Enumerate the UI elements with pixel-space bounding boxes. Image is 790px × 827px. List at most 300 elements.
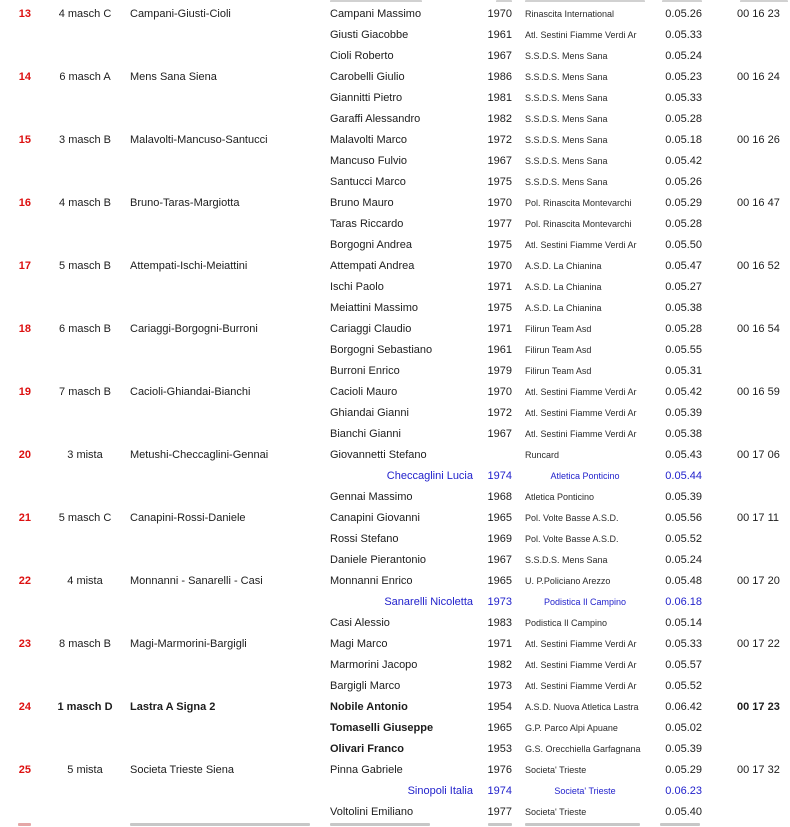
club-cell: Atl. Sestini Fiamme Verdi Ar (525, 30, 637, 40)
total-time-cell (714, 529, 790, 550)
text-remnant (130, 823, 310, 826)
total-time-cell (714, 403, 790, 424)
birth-year-cell: 1977 (487, 806, 512, 818)
leg-time-cell: 0.05.38 (665, 302, 702, 314)
team-name-cell: Canapini-Rossi-Daniele (130, 512, 246, 524)
team-name-cell (130, 613, 330, 634)
team-lead-row (0, 193, 790, 214)
club-cell: S.S.D.S. Mens Sana (525, 555, 608, 565)
text-remnant (662, 0, 702, 2)
team-name-cell (130, 235, 330, 256)
total-time-cell (714, 46, 790, 67)
total-time-cell (714, 172, 790, 193)
total-time-cell: 00 16 23 (737, 8, 780, 20)
club-cell: S.S.D.S. Mens Sana (525, 93, 608, 103)
club-cell: Podistica Il Campino (543, 597, 627, 607)
runner-row (0, 739, 790, 760)
leg-time-cell: 0.05.33 (665, 92, 702, 104)
runner-row (0, 277, 790, 298)
leg-time-cell: 0.05.55 (665, 344, 702, 356)
runner-row (0, 655, 790, 676)
leg-time-cell: 0.06.42 (665, 701, 702, 713)
birth-year-cell: 1967 (487, 155, 512, 167)
total-time-cell (714, 550, 790, 571)
club-cell: Podistica Il Campino (525, 618, 608, 628)
team-name-cell (130, 214, 330, 235)
rank-cell: 14 (18, 71, 31, 83)
total-time-cell (714, 655, 790, 676)
birth-year-cell: 1968 (487, 491, 512, 503)
runner-row (0, 46, 790, 67)
birth-year-cell: 1969 (487, 533, 512, 545)
leg-time-cell: 0.05.33 (665, 638, 702, 650)
rank-cell: 23 (18, 638, 31, 650)
category-cell: 8 masch B (59, 638, 111, 650)
category-cell: 7 masch B (59, 386, 111, 398)
birth-year-cell: 1965 (487, 722, 512, 734)
leg-time-cell: 0.05.40 (665, 806, 702, 818)
total-time-cell: 00 17 32 (737, 764, 780, 776)
birth-year-cell: 1970 (487, 8, 512, 20)
leg-time-cell: 0.05.14 (665, 617, 702, 629)
text-remnant (740, 0, 788, 2)
rank-cell: 20 (18, 449, 31, 461)
category-cell (40, 718, 130, 739)
club-cell: S.S.D.S. Mens Sana (525, 72, 608, 82)
rank-cell (0, 718, 40, 739)
total-time-cell (714, 781, 790, 802)
birth-year-cell: 1981 (487, 92, 512, 104)
total-time-cell: 00 17 23 (737, 701, 780, 713)
leg-time-cell: 0.05.31 (665, 365, 702, 377)
runner-name-cell: Checcaglini Lucia (386, 470, 473, 482)
leg-time-cell: 0.05.24 (665, 50, 702, 62)
club-cell: S.S.D.S. Mens Sana (525, 156, 608, 166)
birth-year-cell: 1975 (487, 239, 512, 251)
category-cell (40, 592, 130, 613)
runner-row (0, 109, 790, 130)
rank-cell (0, 781, 40, 802)
team-name-cell (130, 550, 330, 571)
team-name-cell: Malavolti-Mancuso-Santucci (130, 134, 268, 146)
rank-cell (0, 529, 40, 550)
leg-time-cell: 0.05.02 (665, 722, 702, 734)
category-cell: 6 masch B (59, 323, 111, 335)
category-cell (40, 424, 130, 445)
runner-row (0, 88, 790, 109)
leg-time-cell: 0.05.29 (665, 197, 702, 209)
category-cell: 6 masch A (59, 71, 111, 83)
birth-year-cell: 1975 (487, 176, 512, 188)
birth-year-cell: 1983 (487, 617, 512, 629)
birth-year-cell: 1970 (487, 386, 512, 398)
team-name-cell (130, 340, 330, 361)
rank-cell (0, 361, 40, 382)
team-name-cell (130, 655, 330, 676)
team-name-cell (130, 172, 330, 193)
rank-cell: 13 (18, 8, 31, 20)
club-cell: Atl. Sestini Fiamme Verdi Ar (525, 240, 637, 250)
rank-cell: 25 (18, 764, 31, 776)
category-cell: 1 masch D (57, 701, 113, 713)
rank-cell: 19 (18, 386, 31, 398)
birth-year-cell: 1965 (487, 575, 512, 587)
birth-year-cell: 1972 (487, 407, 512, 419)
total-time-cell (714, 466, 790, 487)
total-time-cell: 00 17 22 (737, 638, 780, 650)
leg-time-cell: 0.05.23 (665, 71, 702, 83)
team-name-cell: Mens Sana Siena (130, 71, 217, 83)
birth-year-cell: 1971 (487, 281, 512, 293)
category-cell (40, 214, 130, 235)
runner-name-cell: Burroni Enrico (330, 365, 400, 377)
rank-cell (0, 88, 40, 109)
club-cell: Pol. Volte Basse A.S.D. (525, 534, 619, 544)
runner-name-cell: Sinopoli Italia (407, 785, 473, 797)
runner-name-cell: Giannitti Pietro (330, 92, 403, 104)
team-name-cell (130, 361, 330, 382)
team-name-cell (130, 109, 330, 130)
text-remnant (525, 0, 645, 2)
club-cell: A.S.D. La Chianina (525, 303, 602, 313)
category-cell (40, 466, 130, 487)
category-cell (40, 46, 130, 67)
birth-year-cell: 1961 (487, 29, 512, 41)
runner-name-cell: Campani Massimo (330, 8, 422, 20)
category-cell (40, 655, 130, 676)
rank-cell (0, 403, 40, 424)
runner-name-cell: Garaffi Alessandro (330, 113, 421, 125)
team-name-cell (130, 277, 330, 298)
category-cell: 4 mista (67, 575, 103, 587)
rank-cell: 24 (18, 701, 31, 713)
total-time-cell (714, 424, 790, 445)
club-cell: S.S.D.S. Mens Sana (525, 114, 608, 124)
team-name-cell: Monnanni - Sanarelli - Casi (130, 575, 263, 587)
leg-time-cell: 0.05.26 (665, 8, 702, 20)
leg-time-cell: 0.06.23 (665, 785, 702, 797)
category-cell (40, 151, 130, 172)
total-time-cell: 00 16 52 (737, 260, 780, 272)
runner-name-cell: Borgogni Sebastiano (330, 344, 433, 356)
leg-time-cell: 0.05.42 (665, 386, 702, 398)
category-cell (40, 802, 130, 823)
runner-row (0, 529, 790, 550)
category-cell: 3 masch B (59, 134, 111, 146)
total-time-cell (714, 613, 790, 634)
rank-cell (0, 466, 40, 487)
leg-time-cell: 0.05.39 (665, 743, 702, 755)
total-time-cell (714, 298, 790, 319)
category-cell: 4 masch C (58, 8, 112, 20)
leg-time-cell: 0.05.44 (665, 470, 702, 482)
runner-name-cell: Gennai Massimo (330, 491, 413, 503)
total-time-cell (714, 340, 790, 361)
total-time-cell (714, 151, 790, 172)
runner-name-cell: Malavolti Marco (330, 134, 408, 146)
runner-name-cell: Ghiandai Gianni (330, 407, 409, 419)
runner-name-cell: Mancuso Fulvio (330, 155, 408, 167)
birth-year-cell (478, 445, 515, 466)
club-cell: Pol. Volte Basse A.S.D. (525, 513, 619, 523)
team-lead-row (0, 445, 790, 466)
leg-time-cell: 0.05.43 (665, 449, 702, 461)
category-cell (40, 529, 130, 550)
runner-name-cell: Attempati Andrea (330, 260, 415, 272)
birth-year-cell: 1973 (487, 596, 512, 608)
total-time-cell (714, 25, 790, 46)
team-name-cell (130, 466, 330, 487)
birth-year-cell: 1979 (487, 365, 512, 377)
runner-row (0, 361, 790, 382)
team-name-cell: Metushi-Checcaglini-Gennai (130, 449, 269, 461)
club-cell: Atl. Sestini Fiamme Verdi Ar (525, 408, 637, 418)
runner-name-cell: Carobelli Giulio (330, 71, 405, 83)
team-lead-row (0, 256, 790, 277)
category-cell (40, 487, 130, 508)
club-cell: Societa' Trieste (525, 807, 587, 817)
runner-name-cell: Casi Alessio (330, 617, 390, 629)
leg-time-cell: 0.05.50 (665, 239, 702, 251)
runner-name-cell: Ischi Paolo (330, 281, 384, 293)
total-time-cell (714, 235, 790, 256)
club-cell: Runcard (525, 450, 560, 460)
total-time-cell: 00 17 06 (737, 449, 780, 461)
runner-row (0, 235, 790, 256)
rank-cell (0, 550, 40, 571)
runner-row (0, 550, 790, 571)
leg-time-cell: 0.05.52 (665, 533, 702, 545)
rank-cell (0, 613, 40, 634)
runner-name-cell: Daniele Pierantonio (330, 554, 427, 566)
runner-row (0, 25, 790, 46)
category-cell (40, 403, 130, 424)
rank-cell (0, 487, 40, 508)
total-time-cell (714, 109, 790, 130)
team-lead-row (0, 508, 790, 529)
total-time-cell: 00 17 11 (737, 512, 780, 524)
team-lead-row (0, 571, 790, 592)
total-time-cell: 00 16 59 (737, 386, 780, 398)
runner-name-cell: Borgogni Andrea (330, 239, 412, 251)
text-remnant (330, 823, 430, 826)
category-cell (40, 361, 130, 382)
leg-time-cell: 0.05.18 (665, 134, 702, 146)
birth-year-cell: 1971 (487, 323, 512, 335)
total-time-cell: 00 16 54 (737, 323, 780, 335)
runner-name-cell: Rossi Stefano (330, 533, 399, 545)
rank-cell: 17 (18, 260, 31, 272)
club-cell: G.P. Parco Alpi Apuane (525, 723, 618, 733)
runner-name-cell: Sanarelli Nicoletta (384, 596, 473, 608)
team-name-cell (130, 298, 330, 319)
total-time-cell (714, 802, 790, 823)
leg-time-cell: 0.05.27 (665, 281, 702, 293)
total-time-cell (714, 739, 790, 760)
rank-cell (0, 802, 40, 823)
birth-year-cell: 1986 (487, 71, 512, 83)
club-cell: A.S.D. La Chianina (525, 282, 602, 292)
clipped-previous-row (0, 0, 790, 2)
runner-name-cell: Taras Riccardo (330, 218, 404, 230)
rank-cell: 22 (18, 575, 31, 587)
category-cell (40, 88, 130, 109)
birth-year-cell: 1977 (487, 218, 512, 230)
team-name-cell (130, 802, 330, 823)
birth-year-cell: 1973 (487, 680, 512, 692)
rank-cell (0, 46, 40, 67)
category-cell (40, 25, 130, 46)
club-cell: Filirun Team Asd (525, 366, 592, 376)
text-remnant (660, 823, 700, 826)
runner-name-cell: Voltolini Emiliano (330, 806, 414, 818)
total-time-cell (714, 718, 790, 739)
category-cell (40, 298, 130, 319)
total-time-cell: 00 17 20 (737, 575, 780, 587)
runner-row (0, 298, 790, 319)
runner-name-cell: Giusti Giacobbe (330, 29, 409, 41)
rank-cell (0, 655, 40, 676)
team-name-cell: Campani-Giusti-Cioli (130, 8, 231, 20)
club-cell: U. P.Policiano Arezzo (525, 576, 611, 586)
team-name-cell (130, 592, 330, 613)
runner-name-cell: Bruno Mauro (330, 197, 394, 209)
club-cell: S.S.D.S. Mens Sana (525, 177, 608, 187)
total-time-cell (714, 88, 790, 109)
runner-name-cell: Cioli Roberto (330, 50, 394, 62)
runner-row (0, 613, 790, 634)
club-cell: Atletica Ponticino (550, 471, 620, 481)
leg-time-cell: 0.05.38 (665, 428, 702, 440)
team-lead-row (0, 130, 790, 151)
leg-time-cell: 0.05.42 (665, 155, 702, 167)
category-cell (40, 235, 130, 256)
leg-time-cell: 0.05.39 (665, 491, 702, 503)
leg-time-cell: 0.05.28 (665, 113, 702, 125)
leg-time-cell: 0.05.47 (665, 260, 702, 272)
club-cell: A.S.D. Nuova Atletica Lastra (525, 702, 639, 712)
runner-row (0, 340, 790, 361)
leg-time-cell: 0.05.48 (665, 575, 702, 587)
category-cell: 3 mista (67, 449, 103, 461)
runner-name-cell: Nobile Antonio (330, 701, 408, 713)
runner-name-cell: Tomaselli Giuseppe (330, 722, 434, 734)
runner-row (0, 466, 790, 487)
rank-cell (0, 25, 40, 46)
text-remnant (525, 823, 640, 826)
runner-name-cell: Meiattini Massimo (330, 302, 419, 314)
club-cell: Societa' Trieste (554, 786, 616, 796)
rank-cell (0, 151, 40, 172)
rank-cell: 21 (18, 512, 31, 524)
birth-year-cell: 1972 (487, 134, 512, 146)
category-cell (40, 676, 130, 697)
team-name-cell (130, 529, 330, 550)
leg-time-cell: 0.05.39 (665, 407, 702, 419)
team-lead-row (0, 697, 790, 718)
total-time-cell (714, 592, 790, 613)
runner-row (0, 802, 790, 823)
club-cell: Pol. Rinascita Montevarchi (525, 219, 632, 229)
rank-cell (0, 109, 40, 130)
total-time-cell: 00 16 47 (737, 197, 780, 209)
club-cell: Atl. Sestini Fiamme Verdi Ar (525, 387, 637, 397)
birth-year-cell: 1967 (487, 50, 512, 62)
birth-year-cell: 1967 (487, 554, 512, 566)
birth-year-cell: 1970 (487, 197, 512, 209)
runner-name-cell: Pinna Gabriele (330, 764, 403, 776)
team-lead-row (0, 760, 790, 781)
team-name-cell: Lastra A Signa 2 (130, 701, 216, 713)
category-cell (40, 739, 130, 760)
club-cell: Atl. Sestini Fiamme Verdi Ar (525, 660, 637, 670)
club-cell: G.S. Orecchiella Garfagnana (525, 744, 641, 754)
team-name-cell: Cacioli-Ghiandai-Bianchi (130, 386, 251, 398)
text-remnant (18, 823, 31, 826)
rank-cell: 16 (18, 197, 31, 209)
team-lead-row (0, 382, 790, 403)
birth-year-cell: 1961 (487, 344, 512, 356)
birth-year-cell: 1976 (487, 764, 512, 776)
birth-year-cell: 1965 (487, 512, 512, 524)
runner-row (0, 424, 790, 445)
club-cell: Atl. Sestini Fiamme Verdi Ar (525, 429, 637, 439)
team-name-cell (130, 151, 330, 172)
team-name-cell: Attempati-Ischi-Meiattini (130, 260, 248, 272)
leg-time-cell: 0.05.52 (665, 680, 702, 692)
category-cell (40, 550, 130, 571)
runner-row (0, 151, 790, 172)
category-cell (40, 109, 130, 130)
results-table (0, 4, 790, 823)
total-time-cell (714, 487, 790, 508)
category-cell: 5 mista (67, 764, 103, 776)
club-cell: Societa' Trieste (525, 765, 587, 775)
team-name-cell (130, 718, 330, 739)
rank-cell (0, 298, 40, 319)
leg-time-cell: 0.05.24 (665, 554, 702, 566)
category-cell: 4 masch B (59, 197, 111, 209)
leg-time-cell: 0.06.18 (665, 596, 702, 608)
rank-cell (0, 592, 40, 613)
clipped-next-row (0, 823, 790, 827)
total-time-cell: 00 16 24 (737, 71, 780, 83)
rank-cell: 15 (18, 134, 31, 146)
team-name-cell (130, 88, 330, 109)
category-cell (40, 340, 130, 361)
birth-year-cell: 1953 (487, 743, 512, 755)
leg-time-cell: 0.05.56 (665, 512, 702, 524)
team-lead-row (0, 634, 790, 655)
runner-row (0, 592, 790, 613)
runner-name-cell: Cariaggi Claudio (330, 323, 412, 335)
runner-name-cell: Magi Marco (330, 638, 388, 650)
rank-cell: 18 (18, 323, 31, 335)
text-remnant (488, 823, 512, 826)
runner-name-cell: Monnanni Enrico (330, 575, 413, 587)
runner-row (0, 718, 790, 739)
club-cell: Pol. Rinascita Montevarchi (525, 198, 632, 208)
team-name-cell (130, 781, 330, 802)
rank-cell (0, 235, 40, 256)
club-cell: S.S.D.S. Mens Sana (525, 135, 608, 145)
runner-name-cell: Bianchi Gianni (330, 428, 401, 440)
leg-time-cell: 0.05.57 (665, 659, 702, 671)
rank-cell (0, 676, 40, 697)
team-name-cell (130, 739, 330, 760)
total-time-cell (714, 214, 790, 235)
team-lead-row (0, 319, 790, 340)
